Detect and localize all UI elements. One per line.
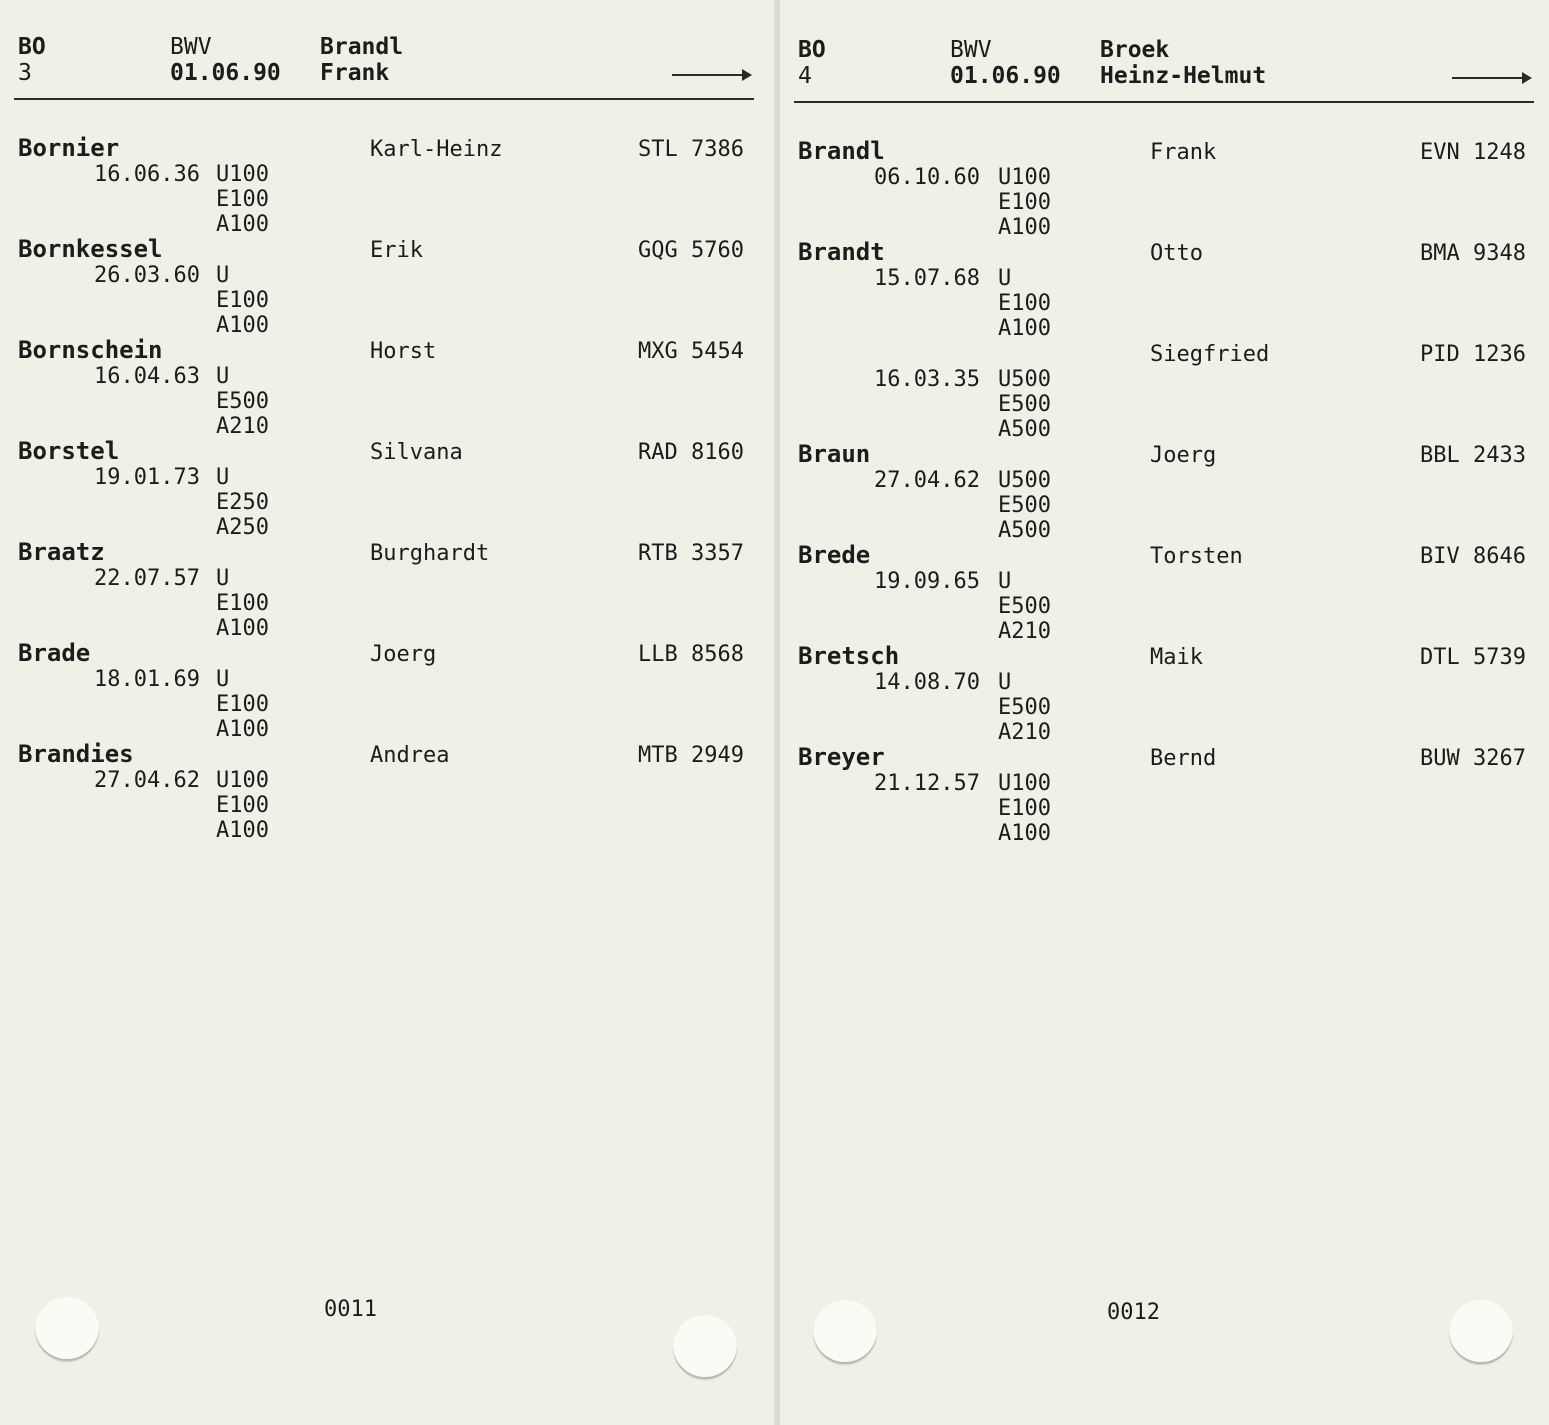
header-rule (794, 101, 1534, 103)
entry-date: 16.03.35 (874, 367, 980, 392)
sheet-left (0, 0, 774, 1425)
entry-flag: A210 (998, 720, 1051, 745)
entry-flag: U (216, 667, 230, 692)
entry-flag: U (216, 566, 230, 591)
entry-code: PID 1236 (1420, 342, 1526, 367)
entry-flags (998, 468, 1051, 543)
punch-hole (1449, 1300, 1513, 1364)
entry-flags (998, 670, 1051, 745)
entry-flags (998, 165, 1051, 240)
entry-code: RTB 3357 (638, 541, 744, 566)
entry-flags (216, 465, 269, 540)
entry-date: 16.04.63 (94, 364, 200, 389)
sheet-right (780, 0, 1549, 1425)
entry-first-name: Joerg (1150, 443, 1217, 468)
entry-date: 18.01.69 (94, 667, 200, 692)
entry-flag: U (216, 263, 230, 288)
entry-surname: Braatz (18, 538, 105, 566)
entry-flag: A100 (216, 717, 269, 742)
entry-flag: A100 (998, 215, 1051, 240)
entry-date: 06.10.60 (874, 165, 980, 190)
entry-flag: E100 (998, 796, 1051, 821)
list-item (780, 441, 1549, 541)
header-code: BO (18, 34, 46, 60)
entry-flag: E500 (998, 695, 1051, 720)
entry-flag: A100 (216, 313, 269, 338)
entry-code: MXG 5454 (638, 339, 744, 364)
page-number: 0012 (1107, 1300, 1160, 1325)
entry-flag: A500 (998, 518, 1051, 543)
entry-flag: A100 (216, 616, 269, 641)
entry-first-name: Erik (370, 238, 423, 263)
entry-date: 27.04.62 (94, 768, 200, 793)
list-item (0, 741, 774, 841)
entry-surname: Brandies (18, 740, 134, 768)
entry-flag: U (998, 266, 1012, 291)
header-number: 3 (18, 60, 32, 86)
entry-flag: A210 (998, 619, 1051, 644)
header-code: BO (798, 37, 826, 63)
header-number: 4 (798, 63, 812, 89)
list-item (0, 135, 774, 235)
entry-code: BUW 3267 (1420, 746, 1526, 771)
entry-flags (216, 162, 269, 237)
entry-flag: A500 (998, 417, 1051, 442)
entry-flag: U500 (998, 468, 1051, 493)
entry-flag: E500 (998, 594, 1051, 619)
entry-flags (998, 771, 1051, 846)
punch-hole (35, 1297, 99, 1361)
entry-first-name: Bernd (1150, 746, 1217, 771)
list-item (780, 340, 1549, 440)
entry-first-name: Burghardt (370, 541, 490, 566)
list-item (780, 239, 1549, 339)
entry-code: MTB 2949 (638, 743, 744, 768)
entry-surname: Brade (18, 639, 91, 667)
entry-flag: E250 (216, 490, 269, 515)
entry-surname: Bretsch (798, 642, 900, 670)
entry-surname: Borstel (18, 437, 120, 465)
entry-flag: U (216, 364, 230, 389)
header-first-name: Frank (320, 60, 390, 86)
list-item (0, 640, 774, 740)
entry-flag: E100 (216, 692, 269, 717)
header-org: BWV (950, 37, 992, 63)
entry-flags (216, 566, 269, 641)
entry-flag: A100 (998, 316, 1051, 341)
continue-arrow-icon (1452, 77, 1530, 79)
entry-date: 14.08.70 (874, 670, 980, 695)
entry-flag: U100 (216, 162, 269, 187)
entry-surname: Bornier (18, 134, 120, 162)
list-item (780, 643, 1549, 743)
entry-flag: U (998, 569, 1012, 594)
entry-flag: E100 (216, 591, 269, 616)
entry-date: 19.09.65 (874, 569, 980, 594)
header-org: BWV (170, 34, 212, 60)
page-number: 0011 (324, 1297, 377, 1322)
list-item (0, 539, 774, 639)
entry-first-name: Silvana (370, 440, 463, 465)
entry-surname: Bornschein (18, 336, 163, 364)
entry-code: EVN 1248 (1420, 140, 1526, 165)
entry-flags (998, 266, 1051, 341)
entry-flag: A210 (216, 414, 269, 439)
entry-flag: A100 (216, 818, 269, 843)
punch-hole (813, 1300, 877, 1364)
entry-date: 21.12.57 (874, 771, 980, 796)
entry-flag: E500 (998, 392, 1051, 417)
entry-first-name: Otto (1150, 241, 1203, 266)
entry-code: DTL 5739 (1420, 645, 1526, 670)
entry-flags (998, 569, 1051, 644)
continue-arrow-icon (672, 74, 750, 76)
entry-flag: U (998, 670, 1012, 695)
entry-date: 27.04.62 (874, 468, 980, 493)
punch-hole (673, 1315, 737, 1379)
entry-flag: U100 (998, 771, 1051, 796)
entry-surname: Brandt (798, 238, 885, 266)
entry-first-name: Joerg (370, 642, 437, 667)
entry-flags (216, 667, 269, 742)
entry-code: BIV 8646 (1420, 544, 1526, 569)
list-item (0, 337, 774, 437)
list-item (780, 744, 1549, 844)
entry-date: 19.01.73 (94, 465, 200, 490)
entry-surname: Brandl (798, 137, 885, 165)
entry-surname: Braun (798, 440, 871, 468)
entry-first-name: Frank (1150, 140, 1217, 165)
entry-flag: E100 (216, 187, 269, 212)
entry-first-name: Siegfried (1150, 342, 1270, 367)
entry-flags (216, 263, 269, 338)
entry-flag: U100 (216, 768, 269, 793)
entry-surname: Brede (798, 541, 871, 569)
entry-surname: Breyer (798, 743, 885, 771)
entry-flag: E500 (998, 493, 1051, 518)
entry-date: 16.06.36 (94, 162, 200, 187)
entry-first-name: Horst (370, 339, 437, 364)
entry-code: BBL 2433 (1420, 443, 1526, 468)
entry-first-name: Torsten (1150, 544, 1243, 569)
entry-flag: E500 (216, 389, 269, 414)
entry-flag: E100 (216, 793, 269, 818)
entry-date: 22.07.57 (94, 566, 200, 591)
entry-flags (998, 367, 1051, 442)
entry-flag: A100 (216, 212, 269, 237)
header-last-name: Broek (1100, 37, 1170, 63)
list-item (780, 138, 1549, 238)
list-item (0, 236, 774, 336)
entry-flag: U100 (998, 165, 1051, 190)
entry-flag: U500 (998, 367, 1051, 392)
entry-code: BMA 9348 (1420, 241, 1526, 266)
list-item (0, 438, 774, 538)
entry-date: 26.03.60 (94, 263, 200, 288)
entry-code: LLB 8568 (638, 642, 744, 667)
entry-first-name: Maik (1150, 645, 1203, 670)
entry-flags (216, 768, 269, 843)
entry-flag: U (216, 465, 230, 490)
entry-surname: Bornkessel (18, 235, 163, 263)
entry-flag: E100 (998, 291, 1051, 316)
entry-flag: A100 (998, 821, 1051, 846)
header-rule (14, 98, 754, 100)
entry-date: 15.07.68 (874, 266, 980, 291)
entry-first-name: Karl-Heinz (370, 137, 503, 162)
header-date: 01.06.90 (950, 63, 1061, 89)
list-item (780, 542, 1549, 642)
header-first-name: Heinz-Helmut (1100, 63, 1267, 89)
header-last-name: Brandl (320, 34, 404, 60)
entry-flags (216, 364, 269, 439)
entry-flag: E100 (998, 190, 1051, 215)
entry-flag: A250 (216, 515, 269, 540)
entry-first-name: Andrea (370, 743, 450, 768)
entry-code: GQG 5760 (638, 238, 744, 263)
entry-code: STL 7386 (638, 137, 744, 162)
entry-flag: E100 (216, 288, 269, 313)
entry-code: RAD 8160 (638, 440, 744, 465)
header-date: 01.06.90 (170, 60, 281, 86)
